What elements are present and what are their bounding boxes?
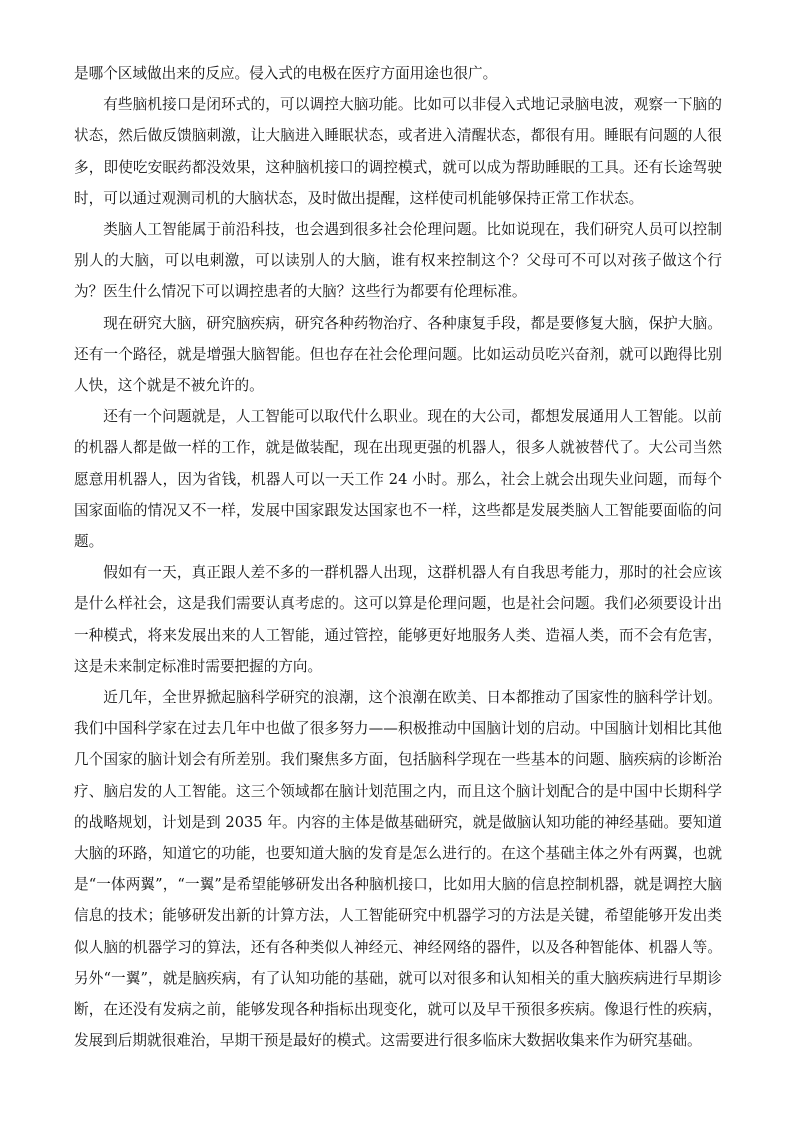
paragraph-1: 是哪个区域做出来的反应。侵入式的电极在医疗方面用途也很广。 — [74, 65, 498, 82]
paragraph-3: 类脑人工智能属于前沿科技，也会遇到很多社会伦理问题。比如说现在，我们研究人员可以控制别人的大脑，可以电刺激，可以读别人的大脑，谁有权来控制这个？父母可不可以对孩子做这个行为？医生什么情况下可以调控患者的大脑？这些行为都要有伦理标准。 — [74, 221, 722, 301]
paragraph-5: 还有一个问题就是，人工智能可以取代什么职业。现在的大公司，都想发展通用人工智能。以前的机器人都是做一样的工作，就是做装配，现在出现更强的机器人，很多人就被替代了。大公司当然愿意用机器人，因为省钱，机器人可以一天工作 24 小时。那么，社会上就会出现失业问题，而每个国家面临的情况又不一样，发展中国家跟发达国家也不一样，这些都是发展类脑人工智能要面临的问题。 — [74, 408, 722, 551]
paragraph-2: 有些脑机接口是闭环式的，可以调控大脑功能。比如可以非侵入式地记录脑电波，观察一下脑的状态，然后做反馈脑刺激，让大脑进入睡眠状态，或者进入清醒状态，都很有用。睡眠有问题的人很多，即使吃安眠药都没效果，这种脑机接口的调控模式，就可以成为帮助睡眠的工具。还有长途驾驶时，可以通过观测司机的大脑状态，及时做出提醒，这样使司机能够保持正常工作状态。 — [74, 96, 722, 207]
paragraph-7: 近几年，全世界掀起脑科学研究的浪潮，这个浪潮在欧美、日本都推动了国家性的脑科学计划。我们中国科学家在过去几年中也做了很多努力——积极推动中国脑计划的启动。中国脑计划相比其他几个国家的脑计划会有所差别。我们聚焦多方面，包括脑科学现在一些基本的问题、脑疾病的诊断治疗、脑启发的人工智能。这三个领域都在脑计划范围之内，而且这个脑计划配合的是中国中长期科学的战略规划，计划是到 2035 年。内容的主体是做基础研究，就是做脑认知功能的神经基础。要知道大脑的环路，知道它的功能，也要知道大脑的发育是怎么进行的。在这个基础主体之外有两翼，也就是“一体两翼”，“一翼”是希望能够研发出各种脑机接口，比如用大脑的信息控制机器，就是调控大脑信息的技术；能够研发出新的计算方法，人工智能研究中机器学习的方法是关键，希望能够开发出类似人脑的机器学习的算法，还有各种类似人神经元、神经网络的器件，以及各种智能体、机器人等。另外“一翼”，就是脑疾病，有了认知功能的基础，就可以对很多和认知相关的重大脑疾病进行早期诊断，在还没有发病之前，能够发现各种指标出现变化，就可以及早干预很多疾病。像退行性的疾病，发展到后期就很难治，早期干预是最好的模式。这需要进行很多临床大数据收集来作为研究基础。 — [74, 689, 722, 1050]
document-page — [74, 58, 722, 1057]
paragraph-4: 现在研究大脑，研究脑疾病，研究各种药物治疗、各种康复手段，都是要修复大脑，保护大脑。还有一个路径，就是增强大脑智能。但也存在社会伦理问题。比如运动员吃兴奋剂，就可以跑得比别人快，这个就是不被允许的。 — [74, 314, 722, 395]
paragraph-6: 假如有一天，真正跟人差不多的一群机器人出现，这群机器人有自我思考能力，那时的社会应该是什么样社会，这是我们需要认真考虑的。这可以算是伦理问题，也是社会问题。我们必须要设计出一种模式，将来发展出来的人工智能，通过管控，能够更好地服务人类、造福人类，而不会有危害，这是未来制定标准时需要把握的方向。 — [74, 564, 722, 675]
